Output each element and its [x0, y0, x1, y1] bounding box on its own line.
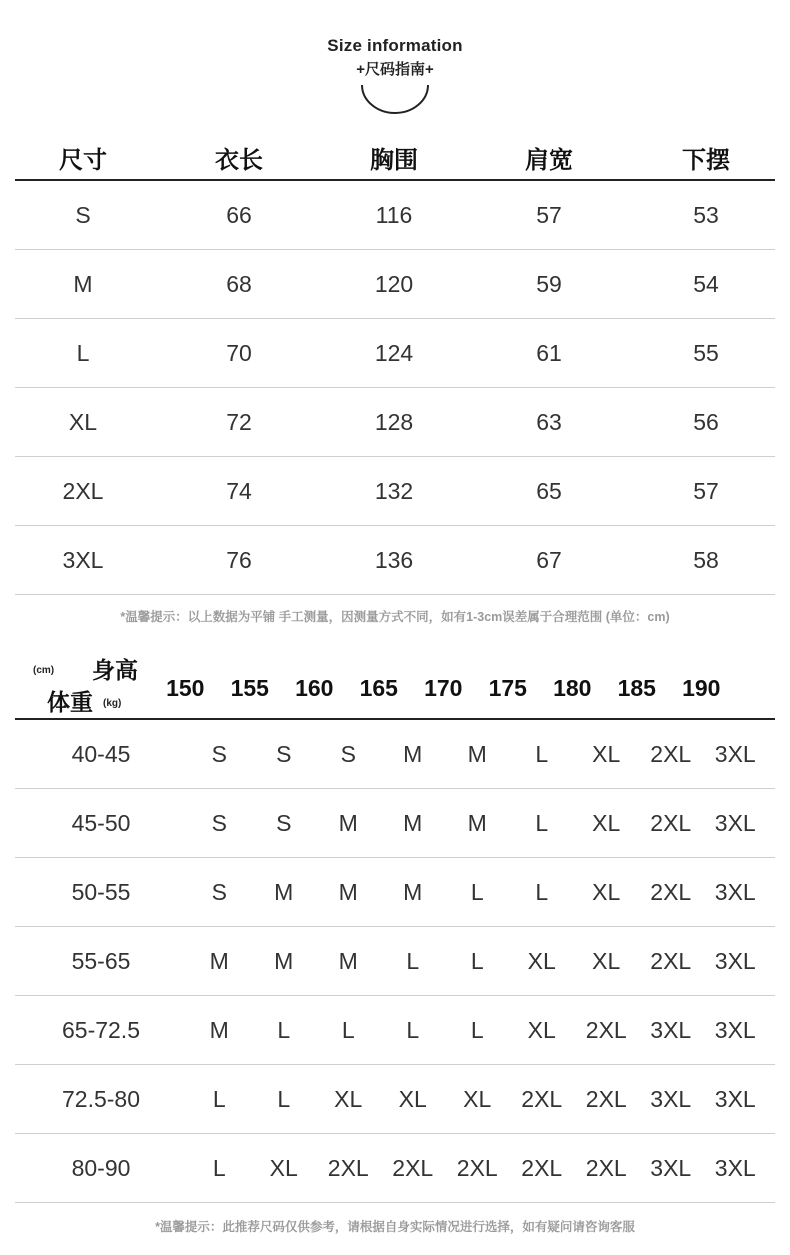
recommended-size-cell: 2XL [650, 878, 692, 905]
recommended-size-cell: 3XL [714, 809, 756, 836]
height-column-header: 150 [166, 675, 205, 701]
cell-length: 72 [226, 408, 252, 435]
recommended-size-cell: S [276, 740, 292, 767]
cell-chest: 128 [374, 408, 414, 435]
table-row [15, 789, 775, 858]
recommended-size-cell: XL [527, 1016, 556, 1043]
cell-size: M [73, 270, 93, 297]
recommended-size-cell: 2XL [521, 1085, 563, 1112]
cell-hem: 54 [693, 270, 719, 297]
cell-length: 66 [226, 201, 252, 228]
height-column-header: 190 [682, 675, 721, 701]
table-row [15, 388, 775, 457]
weight-unit: (kg) [103, 698, 122, 709]
recommended-size-cell: L [535, 809, 549, 836]
recommendation-table-body [15, 720, 775, 1203]
recommended-size-cell: XL [592, 878, 621, 905]
recommended-size-cell: L [406, 947, 420, 974]
recommended-size-cell: 2XL [392, 1154, 434, 1181]
height-column-header: 170 [424, 675, 463, 701]
weight-label: 体重 [47, 689, 93, 715]
recommended-size-cell: XL [592, 809, 621, 836]
height-column-header: 160 [295, 675, 334, 701]
table-row [15, 858, 775, 927]
cell-size: 2XL [62, 477, 104, 504]
cell-chest: 124 [374, 339, 414, 366]
decorative-arc-icon [358, 83, 432, 115]
recommended-size-cell: 3XL [650, 1016, 692, 1043]
recommended-size-cell: XL [463, 1085, 492, 1112]
measurement-note: *温馨提示：以上数据为平铺 手工测量，因测量方式不同，如有1-3cm误差属于合理范围 (单位：cm) [120, 610, 670, 624]
table-row [15, 996, 775, 1065]
recommended-size-cell: 2XL [456, 1154, 498, 1181]
header-size: 尺寸 [59, 146, 107, 174]
weight-range-cell: 72.5-80 [61, 1085, 140, 1112]
table-row [15, 927, 775, 996]
recommended-size-cell: L [470, 878, 484, 905]
recommended-size-cell: M [274, 878, 294, 905]
table-row [15, 1134, 775, 1203]
weight-range-cell: 55-65 [71, 947, 131, 974]
cell-length: 74 [226, 477, 252, 504]
recommended-size-cell: L [277, 1016, 291, 1043]
recommended-size-cell: M [338, 878, 358, 905]
recommended-size-cell: L [470, 947, 484, 974]
recommended-size-cell: 2XL [650, 947, 692, 974]
cell-shoulder: 59 [536, 270, 562, 297]
cell-size: XL [68, 408, 98, 435]
recommended-size-cell: L [277, 1085, 291, 1112]
weight-range-cell: 80-90 [71, 1154, 131, 1181]
recommended-size-cell: 2XL [585, 1016, 627, 1043]
size-table [15, 135, 775, 595]
cell-hem: 53 [693, 201, 719, 228]
table-row [15, 181, 775, 250]
recommended-size-cell: 3XL [714, 1085, 756, 1112]
recommended-size-cell: L [341, 1016, 355, 1043]
table-corner [15, 646, 153, 718]
recommendation-table-header [15, 648, 775, 720]
table-row [15, 250, 775, 319]
recommended-size-cell: L [535, 878, 549, 905]
title-english: Size information [327, 36, 463, 55]
recommended-size-cell: M [209, 1016, 229, 1043]
cell-size: L [76, 339, 90, 366]
recommended-size-cell: M [403, 740, 423, 767]
page-header [0, 36, 790, 115]
recommended-size-cell: 3XL [714, 1016, 756, 1043]
cell-hem: 55 [693, 339, 719, 366]
recommended-size-cell: XL [592, 947, 621, 974]
height-column-header: 180 [553, 675, 592, 701]
size-table-header [15, 135, 775, 181]
table-row [15, 720, 775, 789]
cell-chest: 116 [375, 201, 413, 228]
recommended-size-cell: M [274, 947, 294, 974]
weight-range-cell: 40-45 [71, 740, 131, 767]
recommended-size-cell: L [212, 1085, 226, 1112]
cell-hem: 56 [693, 408, 719, 435]
weight-range-cell: 50-55 [71, 878, 131, 905]
cell-size: S [75, 201, 91, 228]
table-row [15, 1065, 775, 1134]
recommended-size-cell: M [467, 740, 487, 767]
recommended-size-cell: XL [527, 947, 556, 974]
cell-shoulder: 63 [536, 408, 562, 435]
recommended-size-cell: 2XL [650, 740, 692, 767]
table-row [15, 319, 775, 388]
weight-range-cell: 65-72.5 [61, 1016, 140, 1043]
recommended-size-cell: S [276, 809, 292, 836]
recommended-size-cell: M [338, 947, 358, 974]
recommended-size-cell: S [211, 740, 227, 767]
recommended-size-cell: 3XL [714, 740, 756, 767]
recommended-size-cell: 3XL [650, 1154, 692, 1181]
recommended-size-cell: XL [269, 1154, 298, 1181]
cell-chest: 120 [374, 270, 414, 297]
recommended-size-cell: M [403, 878, 423, 905]
recommended-size-cell: 2XL [650, 809, 692, 836]
recommended-size-cell: S [340, 740, 356, 767]
recommended-size-cell: M [209, 947, 229, 974]
size-table-body [15, 181, 775, 595]
height-unit: (cm) [33, 665, 55, 676]
cell-size: 3XL [62, 546, 104, 573]
cell-shoulder: 65 [536, 477, 562, 504]
cell-chest: 136 [374, 546, 414, 573]
height-column-header: 175 [488, 675, 527, 701]
cell-length: 76 [226, 546, 252, 573]
recommended-size-cell: L [212, 1154, 226, 1181]
recommended-size-cell: M [338, 809, 358, 836]
header-length: 衣长 [215, 146, 263, 174]
weight-range-cell: 45-50 [71, 809, 131, 836]
recommendation-note: *温馨提示：此推荐尺码仅供参考，请根据自身实际情况进行选择，如有疑问请咨询客服 [155, 1220, 635, 1234]
header-shoulder: 肩宽 [525, 146, 573, 174]
table-row [15, 457, 775, 526]
height-label: 身高 [92, 657, 138, 683]
cell-hem: 58 [693, 546, 719, 573]
recommended-size-cell: 2XL [327, 1154, 369, 1181]
header-hem: 下摆 [682, 146, 730, 174]
recommended-size-cell: L [470, 1016, 484, 1043]
cell-length: 70 [226, 339, 252, 366]
recommended-size-cell: 3XL [714, 947, 756, 974]
cell-chest: 132 [374, 477, 414, 504]
recommended-size-cell: L [535, 740, 549, 767]
cell-shoulder: 57 [536, 201, 562, 228]
recommended-size-cell: XL [398, 1085, 427, 1112]
height-column-header: 165 [359, 675, 398, 701]
recommended-size-cell: XL [592, 740, 621, 767]
recommendation-table [15, 648, 775, 1203]
cell-shoulder: 67 [536, 546, 562, 573]
recommended-size-cell: 3XL [650, 1085, 692, 1112]
recommended-size-cell: 3XL [714, 878, 756, 905]
recommended-size-cell: XL [334, 1085, 363, 1112]
cell-shoulder: 61 [536, 339, 562, 366]
height-column-header: 155 [230, 675, 269, 701]
cell-length: 68 [226, 270, 252, 297]
title-chinese: +尺码指南+ [356, 61, 434, 78]
recommended-size-cell: 2XL [521, 1154, 563, 1181]
recommended-size-cell: M [403, 809, 423, 836]
table-row [15, 526, 775, 595]
cell-hem: 57 [693, 477, 719, 504]
header-chest: 胸围 [370, 146, 418, 174]
recommended-size-cell: 3XL [714, 1154, 756, 1181]
recommended-size-cell: 2XL [585, 1154, 627, 1181]
recommended-size-cell: L [406, 1016, 420, 1043]
height-column-header: 185 [617, 675, 656, 701]
recommended-size-cell: M [467, 809, 487, 836]
recommended-size-cell: S [211, 809, 227, 836]
recommended-size-cell: S [211, 878, 227, 905]
recommended-size-cell: 2XL [585, 1085, 627, 1112]
